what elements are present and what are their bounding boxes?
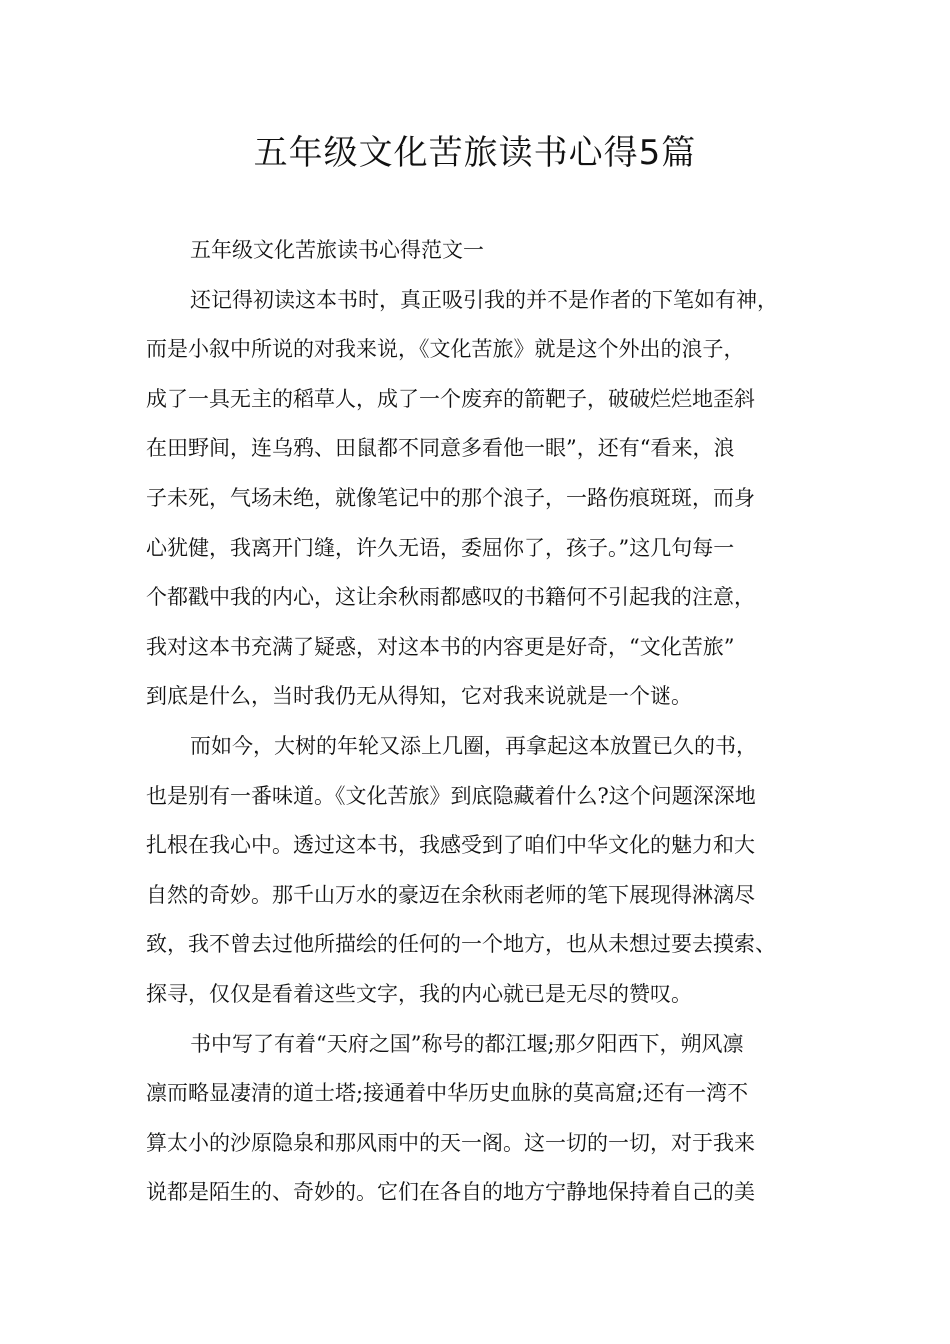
- body-line: 也是别有一番味道。《文化苦旅》到底隐藏着什么?这个问题深深地: [146, 783, 756, 808]
- body-line: 而是小叙中所说的对我来说，《文化苦旅》就是这个外出的浪子，: [146, 337, 745, 362]
- body-line: 成了一具无主的稻草人，成了一个废弃的箭靶子，破破烂烂地歪斜: [146, 386, 755, 411]
- body-line: 致，我不曾去过他所描绘的任何的一个地方，也从未想过要去摸索、: [146, 932, 776, 957]
- body-line: 在田野间，连乌鸦、田鼠都不同意多看他一眼”，还有“看来，浪: [146, 436, 735, 461]
- body-line: 个都戳中我的内心，这让余秋雨都感叹的书籍何不引起我的注意，: [146, 585, 755, 610]
- body-line: 凛而略显凄清的道士塔;接通着中华历史血脉的莫高窟;还有一湾不: [146, 1081, 749, 1106]
- body-line: 说都是陌生的、奇妙的。它们在各自的地方宁静地保持着自己的美: [146, 1180, 755, 1205]
- body-line: 算太小的沙原隐泉和那风雨中的天一阁。这一切的一切，对于我来: [146, 1130, 755, 1155]
- body-line: 书中写了有着“天府之国”称号的都江堰;那夕阳西下，朔风凛: [190, 1031, 744, 1056]
- body-line: 五年级文化苦旅读书心得范文一: [190, 238, 484, 262]
- body-line: 子未死，气场未绝，就像笔记中的那个浪子，一路伤痕斑斑，而身: [146, 485, 755, 510]
- body-line: 探寻，仅仅是看着这些文字，我的内心就已是无尽的赞叹。: [146, 981, 692, 1006]
- body-line: 而如今，大树的年轮又添上几圈，再拿起这本放置已久的书，: [190, 733, 757, 758]
- document-title: 五年级文化苦旅读书心得5篇: [253, 133, 697, 173]
- body-line: 我对这本书充满了疑惑，对这本书的内容更是好奇，“文化苦旅”: [146, 634, 735, 659]
- body-line: 扎根在我心中。透过这本书，我感受到了咱们中华文化的魅力和大: [146, 833, 755, 858]
- body-line: 还记得初读这本书时，真正吸引我的并不是作者的下笔如有神，: [190, 287, 778, 312]
- document-body: [146, 226, 836, 1218]
- body-line: 到底是什么，当时我仍无从得知，它对我来说就是一个谜。: [146, 684, 692, 709]
- body-line: 自然的奇妙。那千山万水的豪迈在余秋雨老师的笔下展现得淋漓尽: [146, 882, 755, 907]
- body-line: 心犹健，我离开门缝，许久无语，委屈你了，孩子。”这几句每一: [146, 535, 735, 560]
